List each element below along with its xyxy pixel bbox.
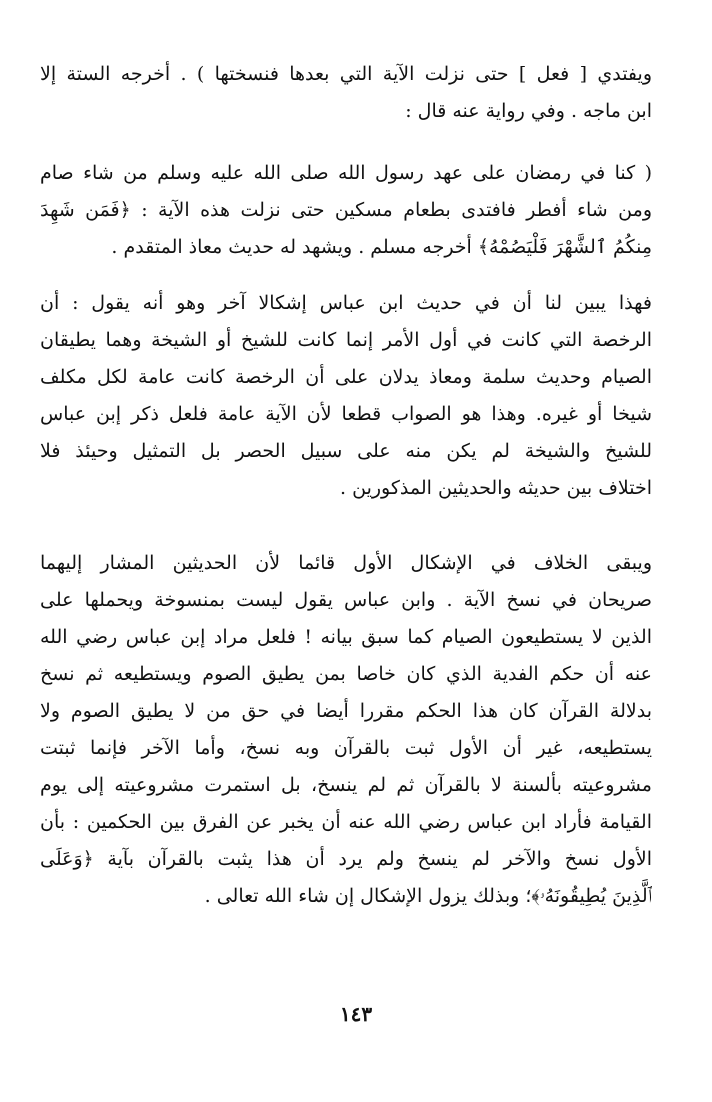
paragraph-4 — [40, 545, 652, 915]
text-line: الذين لا يستطيعون الصيام كما سبق بيانه ! فلعل مراد إبن عباس رضي الله — [40, 626, 652, 648]
text-line: ويبقى الخلاف في الإشكال الأول قائما لأن الحديثين المشار إليهما — [40, 552, 652, 574]
page-number: ١٤٣ — [339, 1002, 373, 1026]
text-line: الرخصة التي كانت في أول الأمر إنما كانت للشيخ أو الشيخة وهما يطيقان — [40, 329, 652, 351]
text-line: ويفتدي [ فعل ] حتى نزلت الآية التي بعدها فنسختها ) . أخرجه الستة إلا — [40, 63, 652, 85]
text-line: يستطيعه، غير أن الأول ثبت بالقرآن وبه نسخ، وأما الآخر فإنما ثبتت — [40, 737, 652, 759]
text-line: شيخا أو غيره. وهذا هو الصواب قطعا لأن الآية عامة فلعل ذكر إبن عباس — [40, 403, 652, 425]
text-line: ٱلَّذِينَ يُطِيقُونَهُۥ﴾؛ وبذلك يزول الإشكال إن شاء الله تعالى . — [204, 885, 652, 907]
text-line: القيامة فأراد ابن عباس رضي الله عنه أن يخبر عن الفرق بين الحكمين : بأن — [40, 811, 652, 833]
paragraph-2-hadith-quote — [40, 155, 652, 266]
text-line: فهذا يبين لنا أن في حديث ابن عباس إشكالا آخر وهو أنه يقول : أن — [40, 292, 652, 314]
text-line: بدلالة القرآن كان هذا الحكم مقررا أيضا في حق من لا يطيق الصوم ولا — [40, 700, 652, 722]
text-line: ومن شاء أفطر فافتدى بطعام مسكين حتى نزلت هذه الآية : ﴿فَمَن شَهِدَ — [40, 199, 652, 221]
text-line: صريحان في نسخ الآية . وابن عباس يقول ليست بمنسوخة ويحملها على — [40, 589, 652, 611]
text-line: الأول نسخ والآخر لم ينسخ ولم يرد أن هذا يثبت بالقرآن بآية ﴿وَعَلَى — [40, 848, 652, 870]
text-line: مِنكُمُ ٱلشَّهْرَ فَلْيَصُمْهُ﴾ أخرجه مسلم . ويشهد له حديث معاذ المتقدم . — [111, 236, 652, 258]
text-line: مشروعيته بألسنة لا بالقرآن ثم لم ينسخ، بل استمرت مشروعيته إلى يوم — [40, 774, 652, 796]
paragraph-1 — [40, 56, 652, 130]
text-line: اختلاف بين حديثه والحديثين المذكورين . — [340, 477, 652, 499]
text-line: ( كنا في رمضان على عهد رسول الله صلى الله عليه وسلم من شاء صام — [40, 162, 652, 184]
paragraph-3 — [40, 285, 652, 507]
text-line: للشيخ والشيخة لم يكن منه على سبيل الحصر بل التمثيل وحيئذ فلا — [40, 440, 652, 462]
text-line: الصيام وحديث سلمة ومعاذ يدلان على أن الرخصة كانت عامة لكل مكلف — [40, 366, 652, 388]
text-line: عنه أن حكم الفدية الذي كان خاصا بمن يطيق الصوم ويستطيعه ثم نسخ — [40, 663, 652, 685]
text-line: ابن ماجه . وفي رواية عنه قال : — [405, 100, 652, 122]
